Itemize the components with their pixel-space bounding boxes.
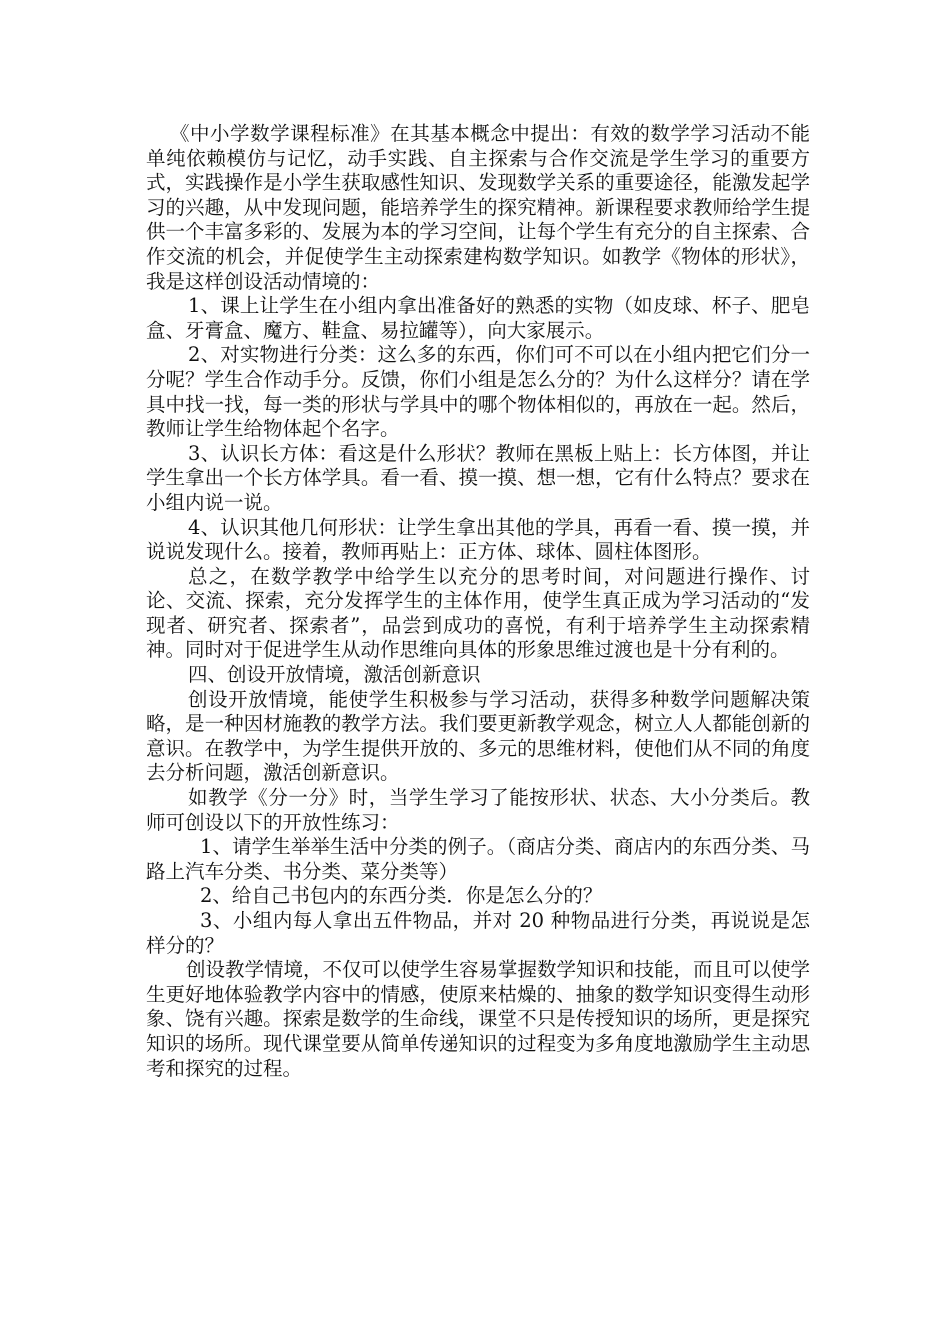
paragraph-exercise-3: 3、小组内每人拿出五件物品，并对 20 种物品进行分类，再说说是怎样分的？ bbox=[146, 909, 810, 957]
paragraph-example: 如教学《分一分》时，当学生学习了能按形状、状态、大小分类后。教师可创设以下的开放性练习： bbox=[146, 786, 810, 834]
paragraph-summary: 总之，在数学教学中给学生以充分的思考时间，对问题进行操作、讨论、交流、探索，充分发挥学生的主体作用，使学生真正成为学习活动的“发现者、研究者、探索者”，品尝到成功的喜悦，有利于培养学生主动探索精神。同时对于促进学生从动作思维向具体的形象思维过渡也是十分有利的。 bbox=[146, 564, 810, 662]
paragraph-step-2: 2、对实物进行分类：这么多的东西，你们可不可以在小组内把它们分一分呢？学生合作动手分。反馈，你们小组是怎么分的？为什么这样分？请在学具中找一找，每一类的形状与学具中的哪个物体相似的，再放在一起。然后，教师让学生给物体起个名字。 bbox=[146, 343, 810, 441]
paragraph-exercise-1: 1、请学生举举生活中分类的例子。（商店分类、商店内的东西分类、马路上汽车分类、书分类、菜分类等） bbox=[146, 835, 810, 883]
document-body bbox=[146, 122, 810, 1081]
paragraph-intro: 《中小学数学课程标准》在其基本概念中提出：有效的数学学习活动不能单纯依赖模仿与记忆，动手实践、自主探索与合作交流是学生学习的重要方式，实践操作是小学生获取感性知识、发现数学关系的重要途径，能激发起学习的兴趣，从中发现问题，能培养学生的探究精神。新课程要求教师给学生提供一个丰富多彩的、发展为本的学习空间，让每个学生有充分的自主探索、合作交流的机会，并促使学生主动探索建构数学知识。如教学《物体的形状》，我是这样创设活动情境的： bbox=[146, 122, 810, 293]
paragraph-step-4: 4、认识其他几何形状：让学生拿出其他的学具，再看一看、摸一摸，并说说发现什么。接着，教师再贴上：正方体、球体、圆柱体图形。 bbox=[146, 515, 810, 564]
paragraph-step-1: 1、课上让学生在小组内拿出准备好的熟悉的实物（如皮球、杯子、肥皂盒、牙膏盒、魔方、鞋盒、易拉罐等），向大家展示。 bbox=[146, 294, 810, 342]
paragraph-open-context: 创设开放情境，能使学生积极参与学习活动，获得多种数学问题解决策略，是一种因材施教的教学方法。我们要更新教学观念，树立人人都能创新的意识。在教学中，为学生提供开放的、多元的思维材料，使他们从不同的角度去分析问题，激活创新意识。 bbox=[146, 687, 810, 785]
section-heading: 四、创设开放情境，激活创新意识 bbox=[188, 663, 481, 687]
paragraph-exercise-2: 2、给自己书包内的东西分类．你是怎么分的？ bbox=[200, 884, 603, 908]
paragraph-conclusion: 创设教学情境，不仅可以使学生容易掌握数学知识和技能，而且可以使学生更好地体验教学内容中的情感，使原来枯燥的、抽象的数学知识变得生动形象、饶有兴趣。探索是数学的生命线，课堂不只是传授知识的场所，更是探究知识的场所。现代课堂要从简单传递知识的过程变为多角度地激励学生主动思考和探究的过程。 bbox=[146, 958, 811, 1080]
paragraph-step-3: 3、认识长方体：看这是什么形状？教师在黑板上贴上：长方体图，并让学生拿出一个长方体学具。看一看、摸一摸、想一想，它有什么特点？要求在小组内说一说。 bbox=[146, 441, 810, 514]
